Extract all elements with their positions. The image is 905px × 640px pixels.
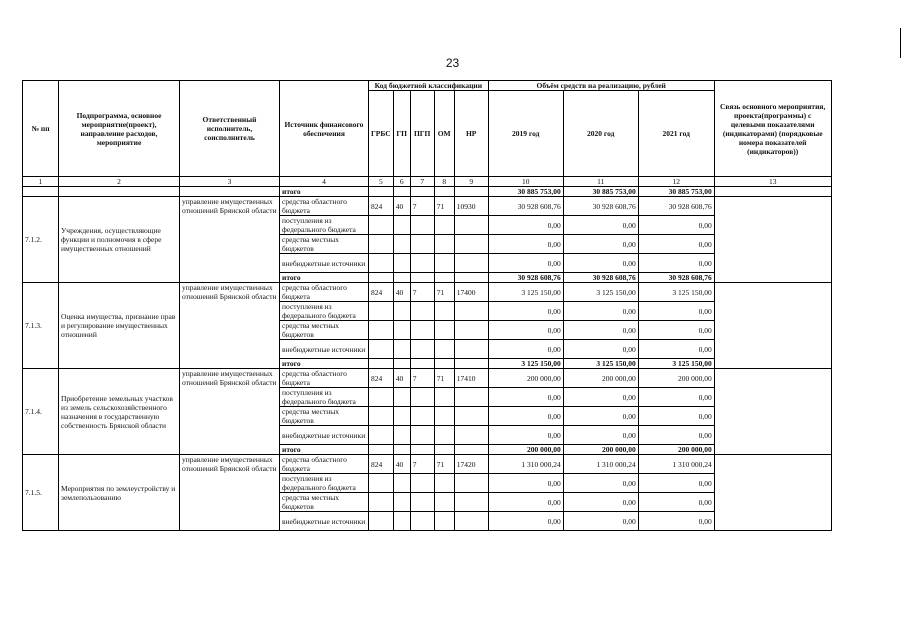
table-body — [23, 187, 832, 531]
code-om — [434, 407, 454, 426]
value-2020: 0,00 — [563, 340, 638, 359]
code-gp — [393, 512, 410, 531]
code-om — [434, 235, 454, 254]
code-nr — [454, 321, 488, 340]
code-om — [434, 302, 454, 321]
header-nr: НР — [454, 91, 488, 177]
funding-source: поступления из федерального бюджета — [280, 388, 369, 407]
code-nr — [454, 254, 488, 273]
code-pgp: 7 — [410, 369, 434, 388]
code-nr — [454, 426, 488, 445]
value-2020: 0,00 — [563, 235, 638, 254]
funding-source: средства областного бюджета — [280, 197, 369, 216]
column-number: 13 — [714, 177, 831, 187]
header-row-no: № пп — [23, 81, 59, 177]
column-number: 12 — [638, 177, 714, 187]
code-pgp — [410, 407, 434, 426]
value-2021: 0,00 — [638, 302, 714, 321]
total-label: итого — [280, 187, 369, 197]
code-grbs: 824 — [369, 197, 394, 216]
header-link: Связь основного мероприятия, проекта(программы) с целевыми показателями (индикаторами) (порядковые номера показателей (индикаторов)) — [714, 81, 831, 177]
empty-code — [410, 445, 434, 455]
total-2021: 30 928 608,76 — [638, 273, 714, 283]
code-gp — [393, 254, 410, 273]
total-2019: 30 928 608,76 — [488, 273, 563, 283]
value-2020: 0,00 — [563, 493, 638, 512]
funding-source: средства местных бюджетов — [280, 321, 369, 340]
table-header — [23, 81, 832, 187]
header-om: ОМ — [434, 91, 454, 177]
value-2020: 0,00 — [563, 474, 638, 493]
value-2019: 0,00 — [488, 321, 563, 340]
value-2019: 0,00 — [488, 302, 563, 321]
table-row — [23, 197, 832, 216]
code-nr — [454, 340, 488, 359]
funding-source: внебюджетные источники — [280, 512, 369, 531]
code-nr — [454, 235, 488, 254]
value-2021: 0,00 — [638, 216, 714, 235]
total-2019: 3 125 150,00 — [488, 359, 563, 369]
code-gp — [393, 426, 410, 445]
value-2019: 0,00 — [488, 216, 563, 235]
column-number-row — [23, 177, 832, 187]
value-2019: 1 310 000,24 — [488, 455, 563, 474]
value-2019: 3 125 150,00 — [488, 283, 563, 302]
code-om: 71 — [434, 283, 454, 302]
code-pgp — [410, 302, 434, 321]
empty-code — [454, 273, 488, 283]
code-gp — [393, 302, 410, 321]
code-nr — [454, 512, 488, 531]
value-2020: 200 000,00 — [563, 369, 638, 388]
code-om — [434, 321, 454, 340]
value-2019: 200 000,00 — [488, 369, 563, 388]
code-pgp — [410, 388, 434, 407]
code-nr — [454, 493, 488, 512]
funding-source: средства областного бюджета — [280, 369, 369, 388]
section-name: Оценка имущества, признание прав и регулирование имущественных отношений — [59, 283, 180, 369]
code-grbs: 824 — [369, 455, 394, 474]
value-2020: 0,00 — [563, 254, 638, 273]
value-2019: 30 928 608,76 — [488, 197, 563, 216]
column-number: 3 — [180, 177, 280, 187]
code-pgp — [410, 512, 434, 531]
code-pgp — [410, 474, 434, 493]
funding-source: внебюджетные источники — [280, 340, 369, 359]
code-om — [434, 474, 454, 493]
total-2021: 200 000,00 — [638, 445, 714, 455]
code-pgp — [410, 235, 434, 254]
value-2020: 3 125 150,00 — [563, 283, 638, 302]
code-pgp: 7 — [410, 455, 434, 474]
column-number: 2 — [59, 177, 180, 187]
code-nr — [454, 216, 488, 235]
section-responsible: управление имущественных отношений Брянской области — [180, 283, 280, 369]
empty-code — [369, 273, 394, 283]
value-2021: 0,00 — [638, 340, 714, 359]
total-2019: 30 885 753,00 — [488, 187, 563, 197]
table-row — [23, 283, 832, 302]
empty-code — [434, 273, 454, 283]
column-number: 1 — [23, 177, 59, 187]
code-om — [434, 254, 454, 273]
empty-code — [369, 359, 394, 369]
section-responsible: управление имущественных отношений Брянской области — [180, 455, 280, 531]
code-nr: 17410 — [454, 369, 488, 388]
header-2021: 2021 год — [638, 91, 714, 177]
code-gp: 40 — [393, 369, 410, 388]
value-2019: 0,00 — [488, 407, 563, 426]
column-number: 8 — [434, 177, 454, 187]
value-2021: 30 928 608,76 — [638, 197, 714, 216]
section-number: 7.1.4. — [23, 369, 59, 455]
code-grbs — [369, 321, 394, 340]
empty-code — [393, 273, 410, 283]
section-number: 7.1.5. — [23, 455, 59, 531]
code-om — [434, 216, 454, 235]
funding-source: средства областного бюджета — [280, 283, 369, 302]
total-2021: 3 125 150,00 — [638, 359, 714, 369]
code-pgp — [410, 340, 434, 359]
code-om — [434, 493, 454, 512]
indicator-link — [714, 455, 831, 531]
empty-code — [434, 359, 454, 369]
header-pgp: ПГП — [410, 91, 434, 177]
funding-source: внебюджетные источники — [280, 254, 369, 273]
header-subprogram: Подпрограмма, основное мероприятие(проект), направление расходов, мероприятие — [59, 81, 180, 177]
table-row — [23, 455, 832, 474]
section-number: 7.1.3. — [23, 283, 59, 369]
code-gp — [393, 407, 410, 426]
column-number: 9 — [454, 177, 488, 187]
indicator-link — [714, 369, 831, 455]
funding-source: внебюджетные источники — [280, 426, 369, 445]
header-source: Источник финансового обеспечения — [280, 81, 369, 177]
funding-source: поступления из федерального бюджета — [280, 474, 369, 493]
code-gp — [393, 474, 410, 493]
total-2021: 30 885 753,00 — [638, 187, 714, 197]
code-gp — [393, 321, 410, 340]
page-edge-mark — [900, 28, 901, 58]
code-gp — [393, 216, 410, 235]
code-pgp: 7 — [410, 197, 434, 216]
value-2020: 1 310 000,24 — [563, 455, 638, 474]
value-2021: 0,00 — [638, 512, 714, 531]
code-pgp — [410, 216, 434, 235]
code-grbs: 824 — [369, 369, 394, 388]
indicator-link — [714, 283, 831, 369]
value-2019: 0,00 — [488, 340, 563, 359]
value-2021: 3 125 150,00 — [638, 283, 714, 302]
code-gp — [393, 388, 410, 407]
code-nr — [454, 407, 488, 426]
total-2020: 200 000,00 — [563, 445, 638, 455]
header-2020: 2020 год — [563, 91, 638, 177]
total-2019: 200 000,00 — [488, 445, 563, 455]
funding-source: поступления из федерального бюджета — [280, 216, 369, 235]
code-pgp — [410, 493, 434, 512]
value-2020: 30 928 608,76 — [563, 197, 638, 216]
code-grbs — [369, 493, 394, 512]
empty-code — [454, 445, 488, 455]
empty-code — [393, 359, 410, 369]
section-name: Приобретение земельных участков из земель сельскохозяйственного назначения в государственную собственность Брянской области — [59, 369, 180, 455]
header-2019: 2019 год — [488, 91, 563, 177]
value-2019: 0,00 — [488, 512, 563, 531]
section-responsible: управление имущественных отношений Брянской области — [180, 197, 280, 283]
code-grbs: 824 — [369, 283, 394, 302]
value-2020: 0,00 — [563, 321, 638, 340]
column-number: 11 — [563, 177, 638, 187]
value-2019: 0,00 — [488, 493, 563, 512]
total-label: итого — [280, 359, 369, 369]
column-number: 4 — [280, 177, 369, 187]
value-2019: 0,00 — [488, 235, 563, 254]
code-gp: 40 — [393, 455, 410, 474]
value-2019: 0,00 — [488, 388, 563, 407]
header-responsible: Ответственный исполнитель, соисполнитель — [180, 81, 280, 177]
value-2020: 0,00 — [563, 426, 638, 445]
header-gp: ГП — [393, 91, 410, 177]
value-2021: 0,00 — [638, 426, 714, 445]
code-om — [434, 388, 454, 407]
section-responsible: управление имущественных отношений Брянской области — [180, 369, 280, 455]
page-number: 23 — [445, 56, 460, 70]
funding-source: средства областного бюджета — [280, 455, 369, 474]
funding-source: средства местных бюджетов — [280, 235, 369, 254]
total-2020: 3 125 150,00 — [563, 359, 638, 369]
empty-code — [410, 273, 434, 283]
header-volume: Объём средств на реализацию, рублей — [488, 81, 714, 91]
code-grbs — [369, 512, 394, 531]
funding-source: поступления из федерального бюджета — [280, 302, 369, 321]
budget-table — [22, 80, 832, 531]
funding-source: средства местных бюджетов — [280, 493, 369, 512]
value-2021: 200 000,00 — [638, 369, 714, 388]
code-om — [434, 340, 454, 359]
code-gp — [393, 340, 410, 359]
value-2019: 0,00 — [488, 254, 563, 273]
value-2021: 0,00 — [638, 321, 714, 340]
code-nr — [454, 388, 488, 407]
value-2021: 0,00 — [638, 493, 714, 512]
code-om: 71 — [434, 369, 454, 388]
value-2021: 1 310 000,24 — [638, 455, 714, 474]
section-number: 7.1.2. — [23, 197, 59, 283]
value-2021: 0,00 — [638, 474, 714, 493]
top-total-row — [23, 187, 832, 197]
code-om: 71 — [434, 197, 454, 216]
section-name: Учреждения, осуществляющие функции и полномочия в сфере имущественных отношений — [59, 197, 180, 283]
code-nr: 17400 — [454, 283, 488, 302]
empty-code — [454, 359, 488, 369]
total-2020: 30 885 753,00 — [563, 187, 638, 197]
code-pgp: 7 — [410, 283, 434, 302]
column-number: 5 — [369, 177, 394, 187]
value-2021: 0,00 — [638, 254, 714, 273]
column-number: 6 — [393, 177, 410, 187]
code-pgp — [410, 426, 434, 445]
code-grbs — [369, 388, 394, 407]
code-pgp — [410, 254, 434, 273]
column-number: 10 — [488, 177, 563, 187]
value-2020: 0,00 — [563, 302, 638, 321]
code-grbs — [369, 302, 394, 321]
code-om: 71 — [434, 455, 454, 474]
code-nr: 10930 — [454, 197, 488, 216]
empty-code — [410, 359, 434, 369]
indicator-link — [714, 197, 831, 283]
value-2020: 0,00 — [563, 512, 638, 531]
code-gp — [393, 493, 410, 512]
column-number: 7 — [410, 177, 434, 187]
total-label: итого — [280, 273, 369, 283]
code-om — [434, 512, 454, 531]
total-label: итого — [280, 445, 369, 455]
code-nr — [454, 302, 488, 321]
code-grbs — [369, 254, 394, 273]
funding-source: средства местных бюджетов — [280, 407, 369, 426]
code-grbs — [369, 407, 394, 426]
empty-code — [434, 445, 454, 455]
empty-code — [369, 445, 394, 455]
code-grbs — [369, 474, 394, 493]
code-nr: 17420 — [454, 455, 488, 474]
code-pgp — [410, 321, 434, 340]
code-grbs — [369, 235, 394, 254]
table-row — [23, 369, 832, 388]
code-nr — [454, 474, 488, 493]
value-2021: 0,00 — [638, 235, 714, 254]
header-grbs: ГРБС — [369, 91, 394, 177]
section-name: Мероприятия по землеустройству и землепользованию — [59, 455, 180, 531]
value-2021: 0,00 — [638, 407, 714, 426]
value-2021: 0,00 — [638, 388, 714, 407]
header-budget-code: Код бюджетной классификации — [369, 81, 489, 91]
value-2020: 0,00 — [563, 407, 638, 426]
code-grbs — [369, 216, 394, 235]
code-om — [434, 426, 454, 445]
value-2020: 0,00 — [563, 216, 638, 235]
code-grbs — [369, 426, 394, 445]
empty-code — [393, 445, 410, 455]
code-gp — [393, 235, 410, 254]
value-2020: 0,00 — [563, 388, 638, 407]
code-grbs — [369, 340, 394, 359]
value-2019: 0,00 — [488, 474, 563, 493]
code-gp: 40 — [393, 197, 410, 216]
total-2020: 30 928 608,76 — [563, 273, 638, 283]
code-gp: 40 — [393, 283, 410, 302]
value-2019: 0,00 — [488, 426, 563, 445]
